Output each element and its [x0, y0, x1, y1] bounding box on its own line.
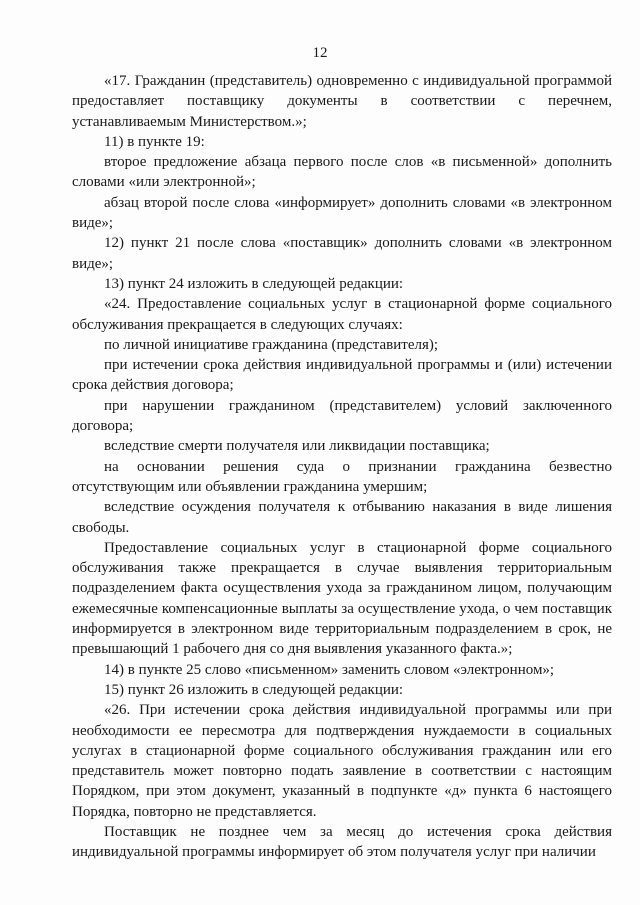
document-body: [72, 71, 612, 863]
page-number: 12: [312, 45, 328, 61]
paragraph-item-15: 15) пункт 26 изложить в следующей редакции:: [104, 681, 404, 698]
paragraph-26: «26. При истечении срока действия индивидуальной программы или при необходимости ее пересмотра для подтверждения нуждаемости в социальных услугах в стационарной форме социального обслуживания гражданин или его представитель может повторно подать заявление в соответствии с настоящим Порядком, при этом документ, указанный в подпункте «д» пункта 6 настоящего Порядка, повторно не представляется.: [72, 702, 612, 820]
paragraph-17: «17. Гражданин (представитель) одновременно с индивидуальной программой предоставляет поставщику документы в соответствии с перечнем, устанавливаемым Министерством.»;: [72, 73, 612, 130]
paragraph-24-case-expiry: при истечении срока действия индивидуальной программы и (или) истечении срока действия договора;: [72, 357, 612, 394]
paragraph-24-additional: Предоставление социальных услуг в стационарной форме социального обслуживания также прекращается в случае выявления территориальным подразделением факта осуществления ухода за гражданином лицом, получающим ежемесячные компенсационные выплаты за осуществление ухода, о чем поставщик информируется в электронном виде территориальным подразделением в срок, не превышающий 1 рабочего дня со дня выявления указанного факта.»;: [72, 539, 612, 658]
paragraph-24-case-court: на основании решения суда о признании гражданина безвестно отсутствующим или объявлении гражданина умершим;: [72, 458, 612, 495]
paragraph-item-11: 11) в пункте 19:: [104, 133, 205, 150]
paragraph-item-11-second-abzac: абзац второй после слова «информирует» дополнить словами «в электронном виде»;: [72, 194, 612, 232]
paragraph-26-supplier: Поставщик не позднее чем за месяц до истечения срока действия индивидуальной программы информирует об этом получателя услуг при наличии: [72, 823, 612, 861]
paragraph-item-11-second-sentence: второе предложение абзаца первого после слов «в письменной» дополнить словами «или электронной»;: [72, 154, 612, 191]
paragraph-item-12: 12) пункт 21 после слова «поставщик» дополнить словами «в электронном виде»;: [72, 235, 612, 272]
paragraph-24-case-death: вследствие смерти получателя или ликвидации поставщика;: [104, 438, 490, 455]
paragraph-24: «24. Предоставление социальных услуг в стационарной форме социального обслуживания прекращается в следующих случаях:: [72, 296, 612, 333]
paragraph-24-case-conviction: вследствие осуждения получателя к отбыванию наказания в виде лишения свободы.: [72, 499, 612, 536]
paragraph-item-14: 14) в пункте 25 слово «письменном» заменить словом «электронном»;: [104, 661, 555, 678]
paragraph-24-case-violation: при нарушении гражданином (представителем) условий заключенного договора;: [72, 397, 612, 435]
paragraph-item-13: 13) пункт 24 изложить в следующей редакции:: [104, 275, 404, 292]
paragraph-24-case-initiative: по личной инициативе гражданина (представителя);: [104, 336, 439, 353]
